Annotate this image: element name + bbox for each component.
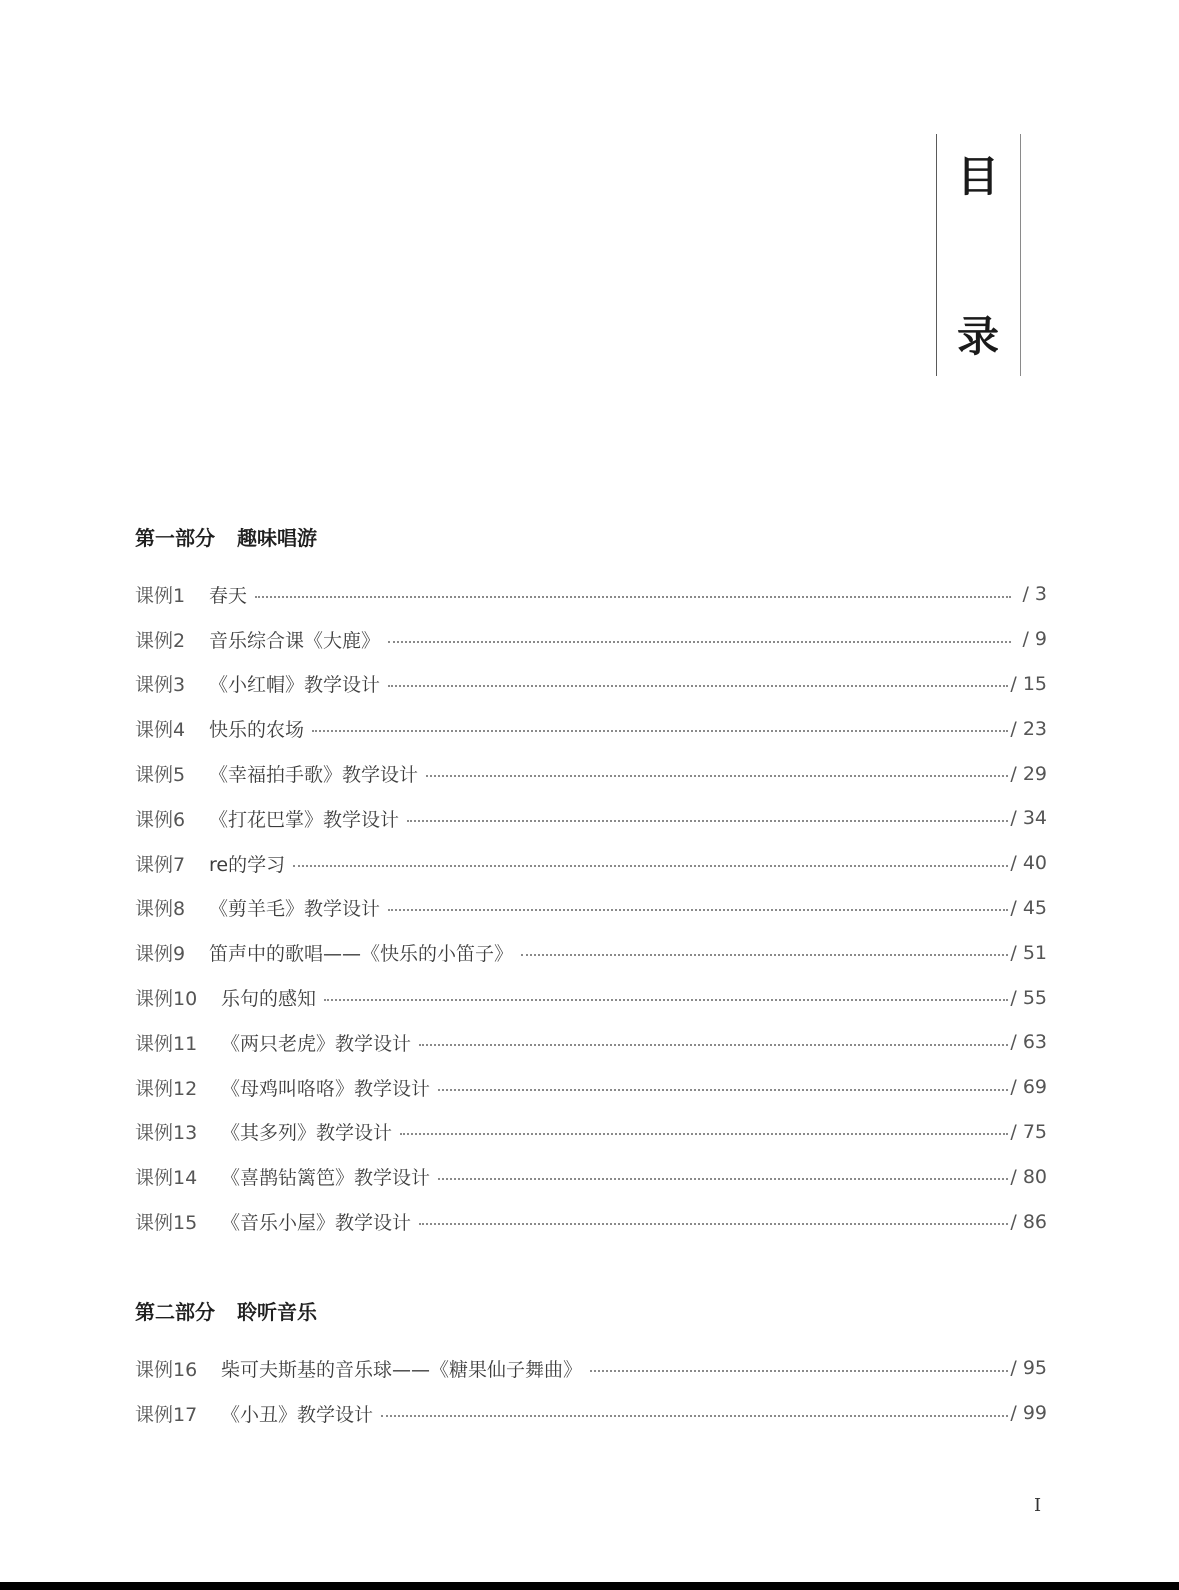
page-number: I [1034, 1495, 1042, 1516]
entry-title: re的学习 [209, 853, 286, 876]
entry-title: 乐句的感知 [221, 988, 317, 1011]
dot-leader [255, 595, 1011, 598]
dot-leader [590, 1369, 1008, 1372]
entry-number: 课例17 [135, 1403, 198, 1426]
title-rule-left [936, 134, 937, 376]
part-label: 第一部分 [135, 526, 215, 550]
dot-leader [388, 684, 1008, 687]
toc-entry[interactable] [135, 1020, 1047, 1065]
title-rule-right [1020, 134, 1021, 376]
entry-number: 课例2 [135, 629, 186, 652]
entry-page: / 95 [1010, 1357, 1047, 1380]
toc-entry[interactable] [135, 975, 1047, 1020]
entry-page: / 69 [1010, 1076, 1047, 1099]
dot-leader [381, 1414, 1008, 1417]
toc-entry[interactable] [135, 886, 1047, 931]
dot-leader [521, 953, 1008, 956]
toc-entry[interactable] [135, 706, 1047, 751]
entry-page: / 51 [1010, 941, 1047, 964]
entry-title: 音乐综合课《大鹿》 [209, 629, 381, 652]
entry-page: / 34 [1010, 807, 1047, 830]
toc-entry[interactable] [135, 1110, 1047, 1155]
dot-leader [419, 1043, 1008, 1046]
entry-title: 《喜鹊钻篱笆》教学设计 [221, 1167, 431, 1190]
entry-number: 课例4 [135, 719, 186, 742]
toc-entry[interactable] [135, 930, 1047, 975]
title-char-lu: 录 [956, 312, 999, 361]
toc-entry[interactable] [135, 841, 1047, 886]
entry-title: 柴可夫斯基的音乐球——《糖果仙子舞曲》 [221, 1358, 583, 1381]
entry-title: 《幸福拍手歌》教学设计 [209, 764, 419, 787]
entry-page: / 40 [1010, 852, 1047, 875]
dot-leader [324, 998, 1008, 1001]
entry-title: 《剪羊毛》教学设计 [209, 898, 381, 921]
dot-leader [312, 729, 1008, 732]
dot-leader [388, 640, 1011, 643]
entry-title: 《母鸡叫咯咯》教学设计 [221, 1077, 431, 1100]
part-label: 第二部分 [135, 1300, 215, 1324]
entry-title: 《小丑》教学设计 [221, 1403, 374, 1426]
toc-entry[interactable] [135, 1154, 1047, 1199]
dot-leader [407, 819, 1008, 822]
toc-entry[interactable] [135, 1346, 1047, 1391]
entry-page: / 9 [1022, 628, 1047, 651]
entry-title: 《其多列》教学设计 [221, 1122, 393, 1145]
entry-page: / 55 [1010, 986, 1047, 1009]
entry-page: / 99 [1010, 1402, 1047, 1425]
entry-page: / 23 [1010, 717, 1047, 740]
dot-leader [388, 908, 1008, 911]
toc-entry[interactable] [135, 751, 1047, 796]
part-name: 聆听音乐 [237, 1300, 317, 1324]
entry-number: 课例5 [135, 764, 186, 787]
toc-entry[interactable] [135, 572, 1047, 617]
entry-title: 春天 [209, 584, 248, 607]
bottom-border-bar [0, 1582, 1179, 1590]
toc-entry[interactable] [135, 662, 1047, 707]
entry-title: 《小红帽》教学设计 [209, 674, 381, 697]
entry-number: 课例14 [135, 1167, 198, 1190]
dot-leader [400, 1132, 1008, 1135]
toc-entry[interactable] [135, 1199, 1047, 1244]
dot-leader [419, 1222, 1008, 1225]
entry-page: / 15 [1010, 672, 1047, 695]
toc-list-part-1 [135, 572, 1047, 1244]
entry-number: 课例16 [135, 1358, 198, 1381]
entry-number: 课例6 [135, 808, 186, 831]
entry-page: / 80 [1010, 1165, 1047, 1188]
toc-entry[interactable] [135, 1391, 1047, 1436]
entry-title: 《两只老虎》教学设计 [221, 1032, 412, 1055]
dot-leader [293, 864, 1008, 867]
section-heading-part-1 [135, 526, 317, 550]
entry-number: 课例12 [135, 1077, 198, 1100]
entry-title: 《音乐小屋》教学设计 [221, 1212, 412, 1235]
toc-entry[interactable] [135, 1065, 1047, 1110]
entry-number: 课例13 [135, 1122, 198, 1145]
entry-page: / 45 [1010, 896, 1047, 919]
entry-page: / 3 [1022, 583, 1047, 606]
toc-list-part-2 [135, 1346, 1047, 1436]
entry-page: / 29 [1010, 762, 1047, 785]
entry-page: / 86 [1010, 1210, 1047, 1233]
entry-number: 课例15 [135, 1212, 198, 1235]
title-char-mu: 目 [956, 152, 999, 201]
entry-number: 课例9 [135, 943, 186, 966]
part-name: 趣味唱游 [237, 526, 317, 550]
entry-number: 课例10 [135, 988, 198, 1011]
entry-number: 课例3 [135, 674, 186, 697]
entry-page: / 63 [1010, 1031, 1047, 1054]
section-heading-part-2 [135, 1300, 317, 1324]
toc-title-block [936, 134, 1022, 376]
entry-number: 课例8 [135, 898, 186, 921]
entry-title: 笛声中的歌唱——《快乐的小笛子》 [209, 943, 514, 966]
dot-leader [438, 1088, 1008, 1091]
dot-leader [426, 774, 1008, 777]
entry-number: 课例11 [135, 1032, 198, 1055]
dot-leader [438, 1177, 1008, 1180]
entry-number: 课例7 [135, 853, 186, 876]
entry-page: / 75 [1010, 1120, 1047, 1143]
entry-title: 快乐的农场 [209, 719, 305, 742]
entry-number: 课例1 [135, 584, 186, 607]
entry-title: 《打花巴掌》教学设计 [209, 808, 400, 831]
toc-entry[interactable] [135, 796, 1047, 841]
toc-entry[interactable] [135, 617, 1047, 662]
